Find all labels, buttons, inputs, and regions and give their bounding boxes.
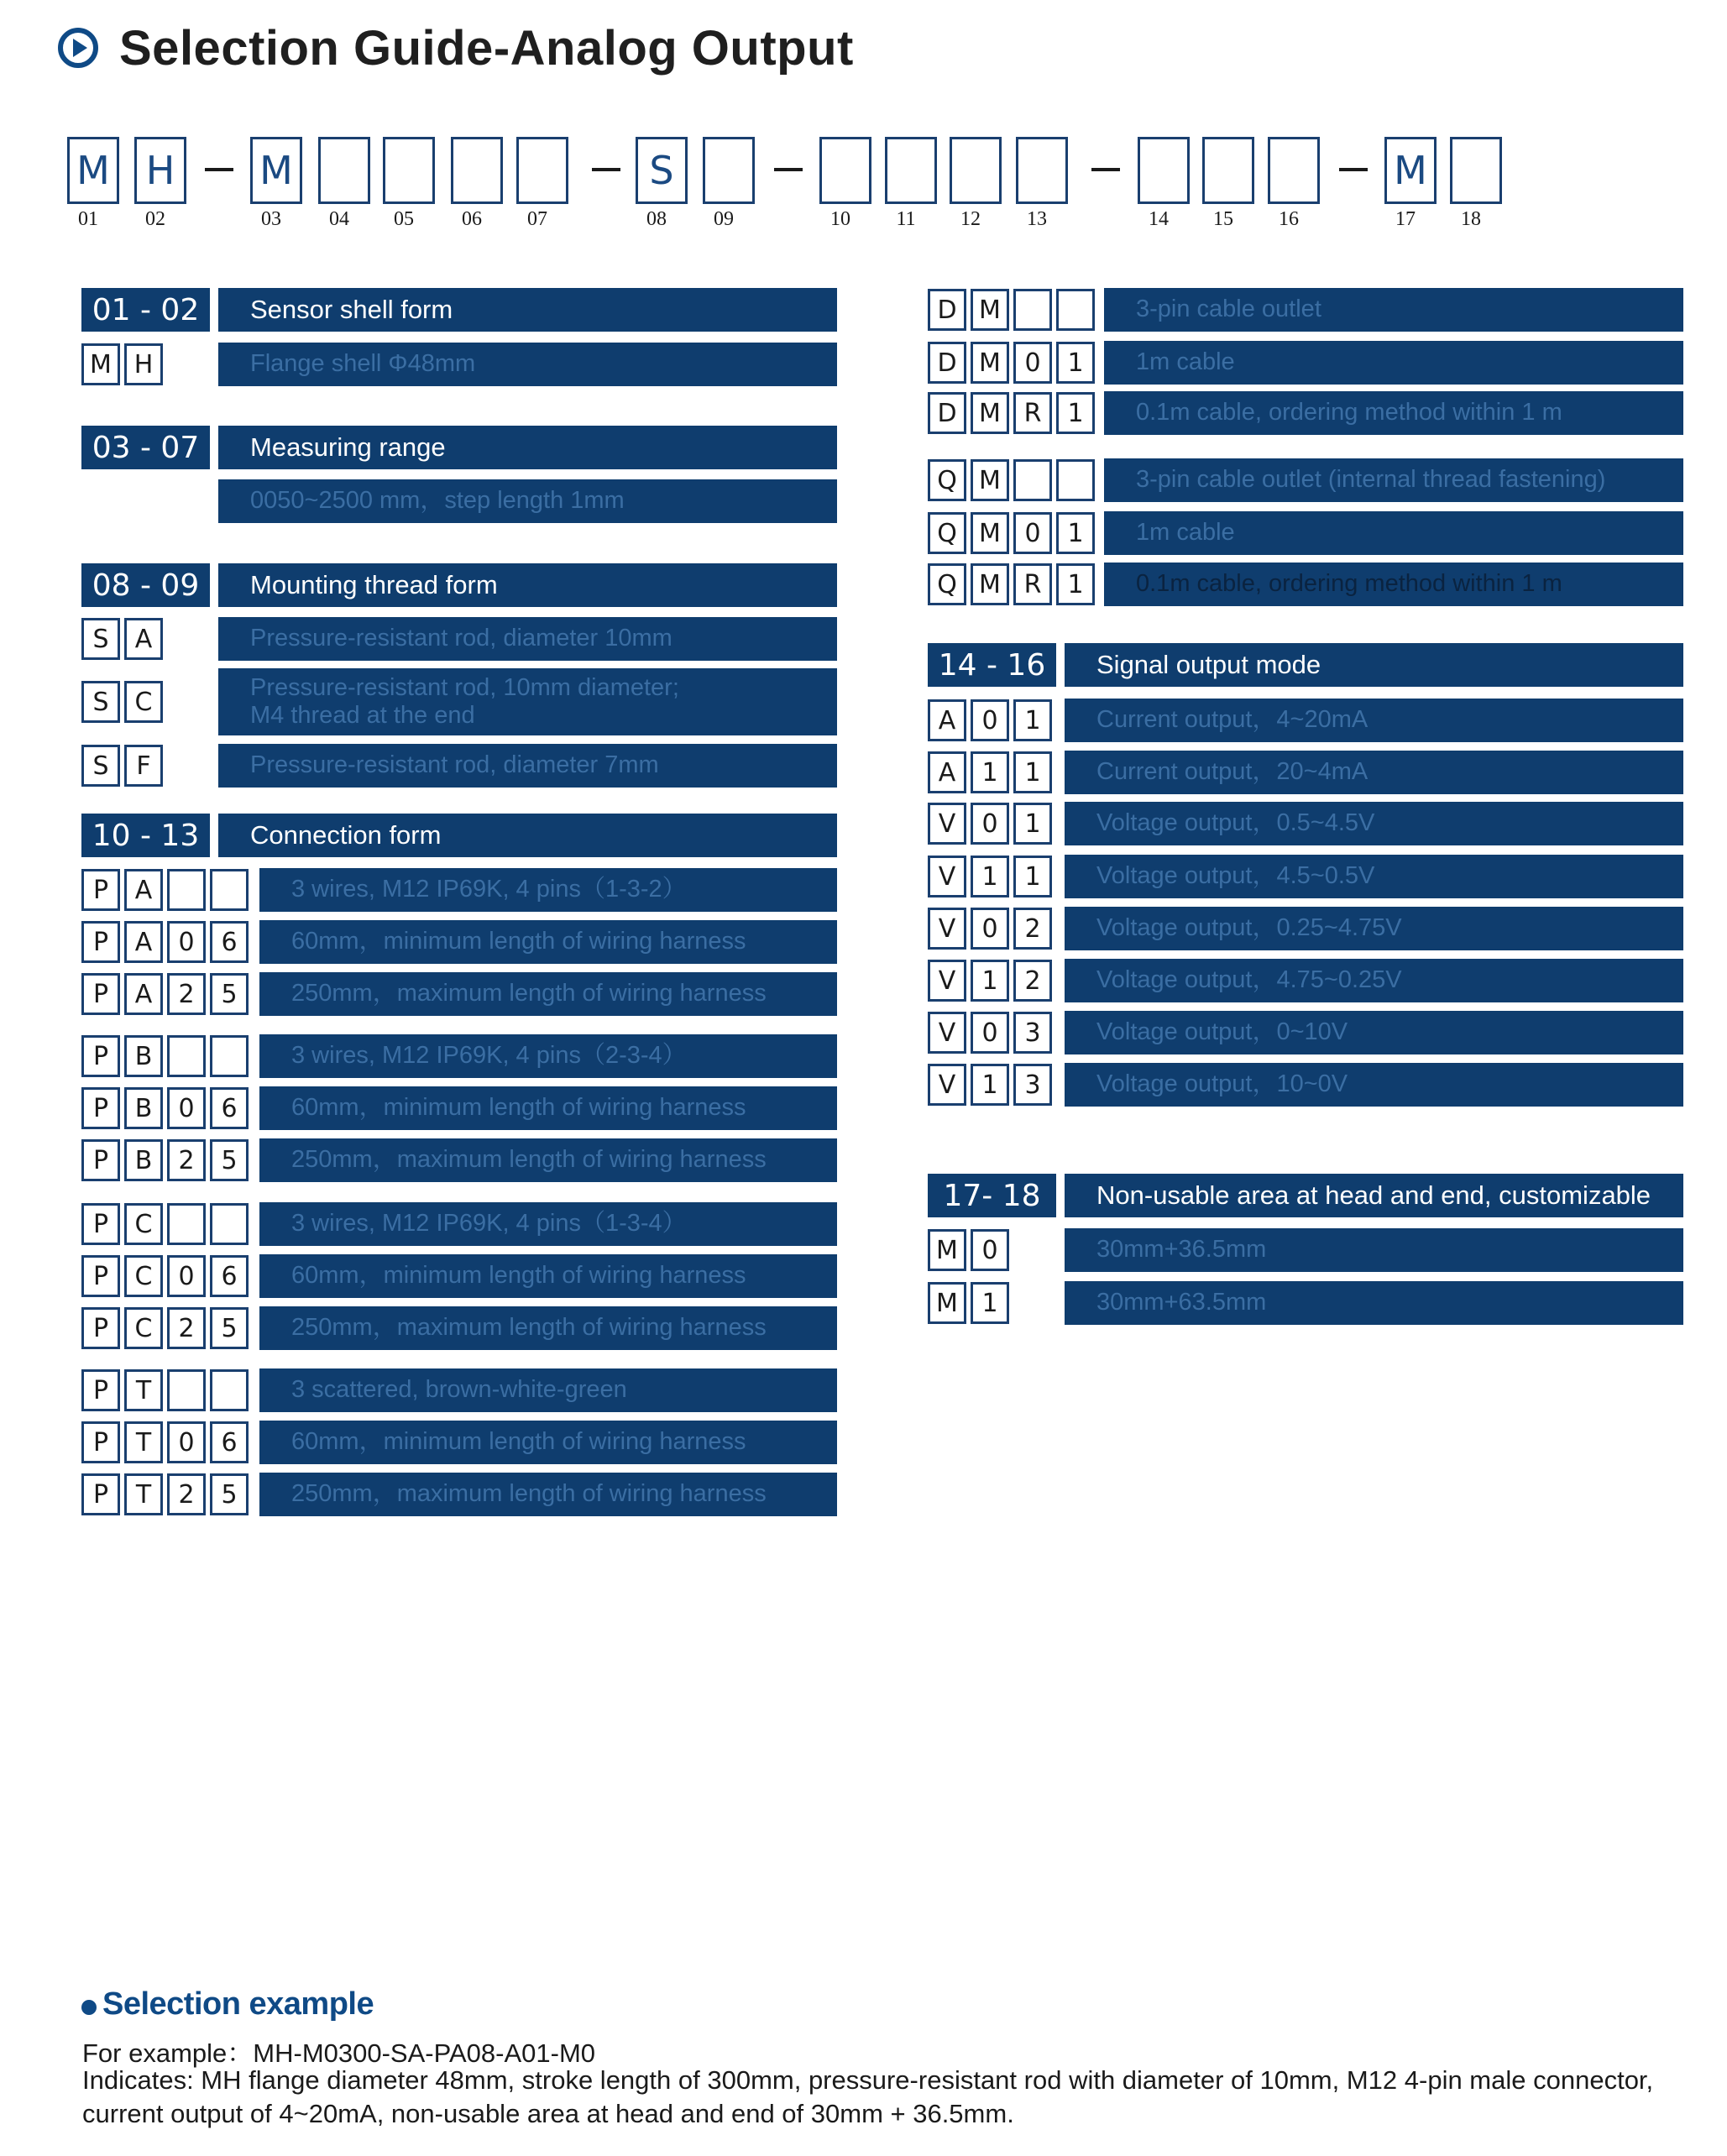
- option-description: Voltage output，0.5~4.5V: [1065, 802, 1683, 845]
- example-line-2: Indicates: MH flange diameter 48mm, stroke length of 300mm, pressure-resistant rod with diameter of 10mm, M12 4-pin male connector,: [82, 2065, 1654, 2095]
- bullet-icon: [81, 2000, 97, 2015]
- code-char: S: [81, 618, 120, 660]
- code-char: P: [81, 1307, 120, 1349]
- option-description: 250mm，maximum length of wiring harness: [259, 972, 837, 1016]
- code-char: 1: [1013, 751, 1052, 793]
- code-box-03: M: [250, 137, 302, 204]
- code-char: 1: [1056, 342, 1095, 384]
- code-char: M: [928, 1229, 966, 1271]
- code-char: H: [124, 343, 163, 385]
- code-position-03: 03: [261, 208, 281, 230]
- section-title: Mounting thread form: [218, 563, 837, 607]
- option-description: Pressure-resistant rod, diameter 10mm: [218, 617, 837, 661]
- code-char: 6: [210, 921, 249, 963]
- code-char: 1: [1013, 699, 1052, 741]
- code-position-09: 09: [714, 208, 734, 230]
- code-box-10: [819, 137, 871, 204]
- code-char: 0: [971, 908, 1009, 950]
- code-position-01: 01: [78, 208, 98, 230]
- option-description: 60mm，minimum length of wiring harness: [259, 1254, 837, 1298]
- code-char: M: [928, 1282, 966, 1324]
- code-box-09: [703, 137, 755, 204]
- code-char: Q: [928, 563, 966, 605]
- option-description-line: Pressure-resistant rod, 10mm diameter;: [250, 673, 679, 701]
- option-description: 30mm+63.5mm: [1065, 1281, 1683, 1325]
- code-char: F: [124, 745, 163, 787]
- code-char: V: [928, 1064, 966, 1106]
- example-line-1: For example：MH-M0300-SA-PA08-A01-M0: [82, 2038, 596, 2068]
- code-char: D: [928, 392, 966, 434]
- code-char: [210, 1035, 249, 1077]
- code-char: P: [81, 1139, 120, 1181]
- code-char: A: [124, 921, 163, 963]
- example-heading: Selection example: [102, 1986, 374, 2022]
- code-box-07: [516, 137, 568, 204]
- code-char: 2: [1013, 908, 1052, 950]
- option-description: Voltage output，4.75~0.25V: [1065, 959, 1683, 1002]
- code-dash: [592, 168, 620, 171]
- code-char: M: [971, 563, 1009, 605]
- section-code: 10 - 13: [81, 814, 210, 857]
- section-title: Sensor shell form: [218, 288, 837, 332]
- code-char: [210, 1203, 249, 1245]
- code-char: 5: [210, 1307, 249, 1349]
- code-box-06: [451, 137, 503, 204]
- option-description-line: M4 thread at the end: [250, 702, 475, 729]
- title-bar: [57, 18, 854, 77]
- code-char: 6: [210, 1255, 249, 1297]
- code-char: 2: [167, 1307, 206, 1349]
- code-char: M: [81, 343, 120, 385]
- code-char: 1: [1056, 563, 1095, 605]
- option-description: 3 wires, M12 IP69K, 4 pins（1-3-4）: [259, 1202, 837, 1246]
- code-char: P: [81, 1203, 120, 1245]
- code-char: Q: [928, 512, 966, 554]
- code-box-11: [885, 137, 937, 204]
- code-position-16: 16: [1279, 208, 1299, 230]
- option-description: 250mm，maximum length of wiring harness: [259, 1473, 837, 1516]
- section-title: Non-usable area at head and end, customizable: [1065, 1174, 1683, 1217]
- option-description: Pressure-resistant rod, diameter 7mm: [218, 744, 837, 788]
- code-char: V: [928, 1012, 966, 1054]
- option-description: 0050~2500 mm，step length 1mm: [218, 479, 837, 523]
- code-char: P: [81, 921, 120, 963]
- option-description: 3 scattered, brown-white-green: [259, 1368, 837, 1412]
- code-char: C: [124, 1203, 163, 1245]
- code-char: 0: [971, 699, 1009, 741]
- code-char: 5: [210, 1473, 249, 1515]
- code-char: P: [81, 1473, 120, 1515]
- code-char: [1013, 289, 1052, 331]
- code-position-04: 04: [329, 208, 349, 230]
- code-char: A: [124, 973, 163, 1015]
- code-position-02: 02: [145, 208, 165, 230]
- code-char: V: [928, 960, 966, 1002]
- code-char: 6: [210, 1421, 249, 1463]
- code-char: 3: [1013, 1012, 1052, 1054]
- option-description: Voltage output，4.5~0.5V: [1065, 855, 1683, 898]
- code-char: 1: [971, 1064, 1009, 1106]
- code-char: M: [971, 289, 1009, 331]
- section-code: 17- 18: [928, 1174, 1056, 1217]
- code-position-10: 10: [830, 208, 850, 230]
- code-char: C: [124, 1255, 163, 1297]
- code-position-05: 05: [394, 208, 414, 230]
- code-char: 5: [210, 1139, 249, 1181]
- code-position-18: 18: [1461, 208, 1481, 230]
- code-position-14: 14: [1149, 208, 1169, 230]
- code-dash: [205, 168, 233, 171]
- code-box-02: H: [134, 137, 186, 204]
- code-dash: [774, 168, 803, 171]
- option-description: 3 wires, M12 IP69K, 4 pins（2-3-4）: [259, 1034, 837, 1078]
- play-circle-icon: [57, 27, 99, 69]
- code-char: [210, 1369, 249, 1411]
- code-char: [210, 869, 249, 911]
- code-position-07: 07: [527, 208, 547, 230]
- code-char: 1: [971, 856, 1009, 897]
- code-position-08: 08: [646, 208, 667, 230]
- option-description: Flange shell Φ48mm: [218, 343, 837, 386]
- section-code: 14 - 16: [928, 643, 1056, 687]
- option-description: Current output，20~4mA: [1065, 751, 1683, 794]
- code-char: 2: [1013, 960, 1052, 1002]
- code-char: 1: [1013, 856, 1052, 897]
- code-char: 2: [167, 1473, 206, 1515]
- code-char: S: [81, 681, 120, 723]
- option-description: Voltage output，10~0V: [1065, 1063, 1683, 1107]
- section-code: 08 - 09: [81, 563, 210, 607]
- code-position-15: 15: [1213, 208, 1233, 230]
- code-position-12: 12: [960, 208, 981, 230]
- code-char: Q: [928, 459, 966, 501]
- code-char: B: [124, 1087, 163, 1129]
- code-char: 1: [971, 1282, 1009, 1324]
- option-description: Voltage output，0~10V: [1065, 1011, 1683, 1054]
- code-char: 0: [971, 803, 1009, 845]
- section-code: 03 - 07: [81, 426, 210, 469]
- code-box-18: [1450, 137, 1502, 204]
- code-char: [167, 1369, 206, 1411]
- code-box-12: [950, 137, 1002, 204]
- code-char: 0: [1013, 342, 1052, 384]
- section-code: 01 - 02: [81, 288, 210, 332]
- code-char: T: [124, 1421, 163, 1463]
- code-char: M: [971, 512, 1009, 554]
- code-char: A: [124, 618, 163, 660]
- code-char: C: [124, 1307, 163, 1349]
- code-char: [1013, 459, 1052, 501]
- option-description: Voltage output，0.25~4.75V: [1065, 907, 1683, 950]
- code-char: P: [81, 1255, 120, 1297]
- code-position-13: 13: [1027, 208, 1047, 230]
- code-char: 1: [1056, 512, 1095, 554]
- code-char: 0: [167, 1421, 206, 1463]
- code-char: D: [928, 289, 966, 331]
- code-char: B: [124, 1139, 163, 1181]
- page-title: Selection Guide-Analog Output: [119, 20, 854, 76]
- code-box-17: M: [1384, 137, 1437, 204]
- code-char: M: [971, 459, 1009, 501]
- option-description: 60mm，minimum length of wiring harness: [259, 920, 837, 964]
- option-description: 0.1m cable, ordering method within 1 m: [1104, 391, 1683, 435]
- code-char: P: [81, 1087, 120, 1129]
- code-char: 2: [167, 973, 206, 1015]
- code-char: R: [1013, 392, 1052, 434]
- code-char: M: [971, 392, 1009, 434]
- code-char: P: [81, 1035, 120, 1077]
- code-box-04: [318, 137, 370, 204]
- section-title: Signal output mode: [1065, 643, 1683, 687]
- code-box-13: [1016, 137, 1068, 204]
- code-char: [167, 1203, 206, 1245]
- option-description: Current output，4~20mA: [1065, 699, 1683, 742]
- option-description: 3 wires, M12 IP69K, 4 pins（1-3-2）: [259, 868, 837, 912]
- code-char: 6: [210, 1087, 249, 1129]
- code-dash: [1339, 168, 1368, 171]
- code-box-01: M: [67, 137, 119, 204]
- code-position-17: 17: [1395, 208, 1416, 230]
- code-char: [1056, 289, 1095, 331]
- option-description: 1m cable: [1104, 341, 1683, 385]
- code-char: [1056, 459, 1095, 501]
- code-char: [167, 1035, 206, 1077]
- code-position-11: 11: [896, 208, 916, 230]
- code-box-08: S: [636, 137, 688, 204]
- option-description: 250mm，maximum length of wiring harness: [259, 1306, 837, 1350]
- code-char: V: [928, 856, 966, 897]
- option-description: 3-pin cable outlet (internal thread fastening): [1104, 458, 1683, 502]
- code-char: 3: [1013, 1064, 1052, 1106]
- code-char: 1: [971, 751, 1009, 793]
- code-char: D: [928, 342, 966, 384]
- code-box-15: [1202, 137, 1254, 204]
- code-char: V: [928, 908, 966, 950]
- section-title: Connection form: [218, 814, 837, 857]
- code-char: P: [81, 1421, 120, 1463]
- option-description: [218, 668, 837, 735]
- section-title: Measuring range: [218, 426, 837, 469]
- code-char: 1: [1013, 803, 1052, 845]
- code-char: 0: [167, 921, 206, 963]
- code-char: T: [124, 1473, 163, 1515]
- code-char: 0: [167, 1255, 206, 1297]
- code-char: B: [124, 1035, 163, 1077]
- option-description: 1m cable: [1104, 511, 1683, 555]
- code-box-05: [383, 137, 435, 204]
- option-description: 0.1m cable, ordering method within 1 m: [1104, 563, 1683, 606]
- option-description: 30mm+36.5mm: [1065, 1228, 1683, 1272]
- code-char: A: [124, 869, 163, 911]
- option-description: 60mm，minimum length of wiring harness: [259, 1421, 837, 1464]
- code-char: V: [928, 803, 966, 845]
- code-char: 0: [971, 1012, 1009, 1054]
- code-char: A: [928, 699, 966, 741]
- code-char: 0: [1013, 512, 1052, 554]
- code-char: S: [81, 745, 120, 787]
- example-line-3: current output of 4~20mA, non-usable area at head and end of 30mm + 36.5mm.: [82, 2099, 1014, 2128]
- code-char: P: [81, 869, 120, 911]
- code-box-16: [1268, 137, 1320, 204]
- code-char: 0: [167, 1087, 206, 1129]
- code-char: A: [928, 751, 966, 793]
- code-char: M: [971, 342, 1009, 384]
- code-char: 0: [971, 1229, 1009, 1271]
- code-box-14: [1138, 137, 1190, 204]
- code-char: P: [81, 973, 120, 1015]
- code-char: 2: [167, 1139, 206, 1181]
- code-char: 1: [1056, 392, 1095, 434]
- option-description: 250mm，maximum length of wiring harness: [259, 1138, 837, 1182]
- code-char: C: [124, 681, 163, 723]
- option-description: 60mm，minimum length of wiring harness: [259, 1086, 837, 1130]
- option-description: 3-pin cable outlet: [1104, 288, 1683, 332]
- code-dash: [1091, 168, 1120, 171]
- code-position-06: 06: [462, 208, 482, 230]
- code-char: [167, 869, 206, 911]
- code-char: 1: [971, 960, 1009, 1002]
- code-char: 5: [210, 973, 249, 1015]
- code-char: R: [1013, 563, 1052, 605]
- code-char: T: [124, 1369, 163, 1411]
- code-char: P: [81, 1369, 120, 1411]
